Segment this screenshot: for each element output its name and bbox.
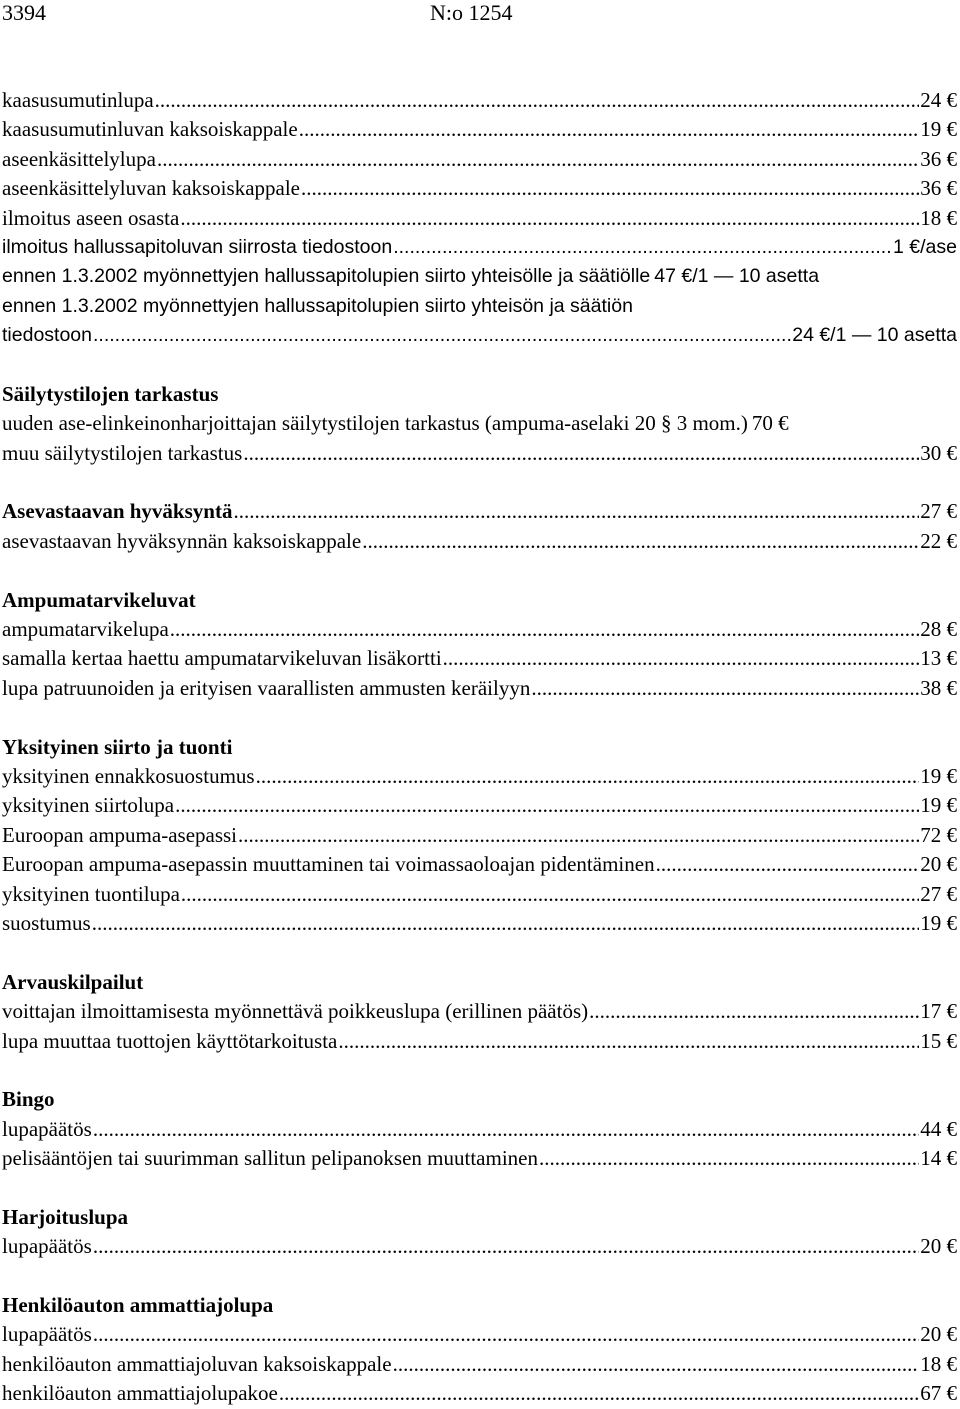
leader-dots xyxy=(393,1350,920,1379)
item-label: ampumatarvikelupa xyxy=(2,617,169,642)
item-value: 18 € xyxy=(920,205,957,230)
spacer xyxy=(2,468,957,497)
list-item xyxy=(2,1027,957,1056)
leader-dots xyxy=(238,821,919,850)
leader-dots xyxy=(92,909,920,938)
list-item xyxy=(2,86,957,115)
list-item xyxy=(2,1320,957,1349)
item-label: aseenkäsittelylupa xyxy=(2,146,156,171)
item-value: 19 € xyxy=(920,793,957,818)
list-item xyxy=(2,1379,957,1408)
item-value: 13 € xyxy=(920,646,957,671)
item-label: ilmoitus hallussapitoluvan siirrosta tiedostoon xyxy=(2,235,393,258)
issue-number: N:o 1254 xyxy=(430,0,513,25)
section-heading: Säilytystilojen tarkastus xyxy=(2,381,219,406)
item-value: 36 € xyxy=(920,176,957,201)
item-value: 19 € xyxy=(920,763,957,788)
item-value: 28 € xyxy=(920,617,957,642)
item-value: 27 € xyxy=(920,499,957,524)
item-value: 20 € xyxy=(920,1234,957,1259)
item-label: Euroopan ampuma-asepassi xyxy=(2,822,238,847)
section-heading: Arvauskilpailut xyxy=(2,969,144,994)
list-item xyxy=(2,1144,957,1173)
list-item xyxy=(2,204,957,233)
leader-dots xyxy=(243,439,919,468)
list-item xyxy=(2,850,957,879)
item-label: uuden ase-elinkeinonharjoittajan säilytystilojen tarkastus (ampuma-aselaki 20 § 3 mom.) xyxy=(2,411,748,436)
leader-dots xyxy=(256,762,920,791)
list-item xyxy=(2,1115,957,1144)
leader-dots xyxy=(93,1232,919,1261)
list-item xyxy=(2,174,957,203)
item-value: 17 € xyxy=(920,999,957,1024)
section-heading: Bingo xyxy=(2,1087,55,1112)
item-value: 70 € xyxy=(751,411,789,436)
item-label: lupapäätös xyxy=(2,1234,92,1259)
leader-dots xyxy=(233,497,919,526)
item-label: yksityinen tuontilupa xyxy=(2,881,180,906)
leader-dots xyxy=(338,1027,919,1056)
item-label: Asevastaavan hyväksyntä xyxy=(2,499,233,524)
list-item xyxy=(2,791,957,820)
list-item xyxy=(2,615,957,644)
list-item xyxy=(2,321,957,350)
item-label-line: ennen 1.3.2002 myönnettyjen hallussapitolupien siirto yhteisön ja säätiön xyxy=(2,294,633,317)
item-value: 1 €/ase xyxy=(893,235,957,258)
list-item xyxy=(2,821,957,850)
item-value: 67 € xyxy=(920,1381,957,1406)
item-label: samalla kertaa haettu ampumatarvikeluvan lisäkortti xyxy=(2,646,442,671)
leader-dots xyxy=(443,644,920,673)
leader-dots xyxy=(362,527,919,556)
fee-list xyxy=(2,86,957,1409)
item-value: 19 € xyxy=(920,117,957,142)
leader-dots xyxy=(93,1320,919,1349)
item-value: 24 €/1 — 10 asetta xyxy=(792,324,957,347)
item-label: Euroopan ampuma-asepassin muuttaminen tai voimassaoloajan pidentäminen xyxy=(2,852,655,877)
list-item xyxy=(2,674,957,703)
leader-dots xyxy=(393,233,892,262)
leader-dots xyxy=(531,674,919,703)
item-label: lupapäätös xyxy=(2,1322,92,1347)
item-label: lupa muuttaa tuottojen käyttötarkoitusta xyxy=(2,1028,338,1053)
section-heading: Harjoituslupa xyxy=(2,1204,129,1229)
item-label: lupa patruunoiden ja erityisen vaarallisten ammusten keräilyyn xyxy=(2,675,531,700)
list-item xyxy=(2,762,957,791)
item-label: kaasusumutinlupa xyxy=(2,88,154,112)
item-value: 22 € xyxy=(920,528,957,553)
item-value: 24 € xyxy=(920,88,957,112)
item-value: 15 € xyxy=(920,1028,957,1053)
item-label: muu säilytystilojen tarkastus xyxy=(2,440,243,465)
list-item xyxy=(2,497,957,526)
list-item xyxy=(2,1350,957,1379)
leader-dots xyxy=(170,615,919,644)
list-item xyxy=(2,997,957,1026)
leader-dots xyxy=(279,1379,919,1408)
list-item xyxy=(2,644,957,673)
leader-dots xyxy=(155,86,920,115)
list-item xyxy=(2,439,957,468)
item-value: 38 € xyxy=(920,675,957,700)
leader-dots xyxy=(181,880,919,909)
page-header xyxy=(0,0,960,30)
item-value: 18 € xyxy=(920,1351,957,1376)
item-value: 20 € xyxy=(920,1322,957,1347)
item-value: 72 € xyxy=(920,822,957,847)
item-value: 14 € xyxy=(920,1146,957,1171)
item-label: ilmoitus aseen osasta xyxy=(2,205,180,230)
list-item xyxy=(2,527,957,556)
leader-dots xyxy=(175,791,919,820)
item-label: asevastaavan hyväksynnän kaksoiskappale xyxy=(2,528,362,553)
list-item xyxy=(2,262,957,291)
list-item xyxy=(2,409,957,438)
leader-dots xyxy=(157,145,919,174)
item-label: henkilöauton ammattiajoluvan kaksoiskappale xyxy=(2,1351,392,1376)
section-heading: Yksityinen siirto ja tuonti xyxy=(2,734,233,759)
item-label: ennen 1.3.2002 myönnettyjen hallussapitolupien siirto yhteisölle ja säätiölle xyxy=(2,265,651,288)
item-value: 44 € xyxy=(920,1116,957,1141)
page-number: 3394 xyxy=(2,0,46,25)
list-item xyxy=(2,880,957,909)
section-heading: Henkilöauton ammattiajolupa xyxy=(2,1293,274,1318)
list-item xyxy=(2,1232,957,1261)
item-label: suostumus xyxy=(2,910,91,935)
item-label: kaasusumutinluvan kaksoiskappale xyxy=(2,117,298,142)
list-item xyxy=(2,233,957,262)
leader-dots xyxy=(656,850,920,879)
leader-dots xyxy=(539,1144,919,1173)
item-label: aseenkäsittelyluvan kaksoiskappale xyxy=(2,176,300,201)
leader-dots xyxy=(180,204,919,233)
section-heading: Ampumatarvikeluvat xyxy=(2,587,196,612)
item-label: yksityinen ennakkosuostumus xyxy=(2,763,255,788)
item-label: yksityinen siirtolupa xyxy=(2,793,175,818)
item-value: 30 € xyxy=(920,440,957,465)
item-value: 47 €/1 — 10 asetta xyxy=(654,265,820,288)
item-value: 36 € xyxy=(920,146,957,171)
item-label: voittajan ilmoittamisesta myönnettävä poikkeuslupa (erillinen päätös) xyxy=(2,999,589,1024)
list-item xyxy=(2,145,957,174)
item-value: 19 € xyxy=(920,910,957,935)
leader-dots xyxy=(589,997,919,1026)
leader-dots xyxy=(301,174,919,203)
leader-dots xyxy=(299,115,920,144)
item-value: 27 € xyxy=(920,881,957,906)
leader-dots xyxy=(93,1115,919,1144)
item-label: henkilöauton ammattiajolupakoe xyxy=(2,1381,278,1406)
item-label: pelisääntöjen tai suurimman sallitun pelipanoksen muuttaminen xyxy=(2,1146,538,1171)
list-item xyxy=(2,909,957,938)
list-item xyxy=(2,115,957,144)
item-label: lupapäätös xyxy=(2,1116,92,1141)
item-label: tiedostoon xyxy=(2,324,92,347)
leader-dots xyxy=(93,321,791,350)
item-value: 20 € xyxy=(920,852,957,877)
